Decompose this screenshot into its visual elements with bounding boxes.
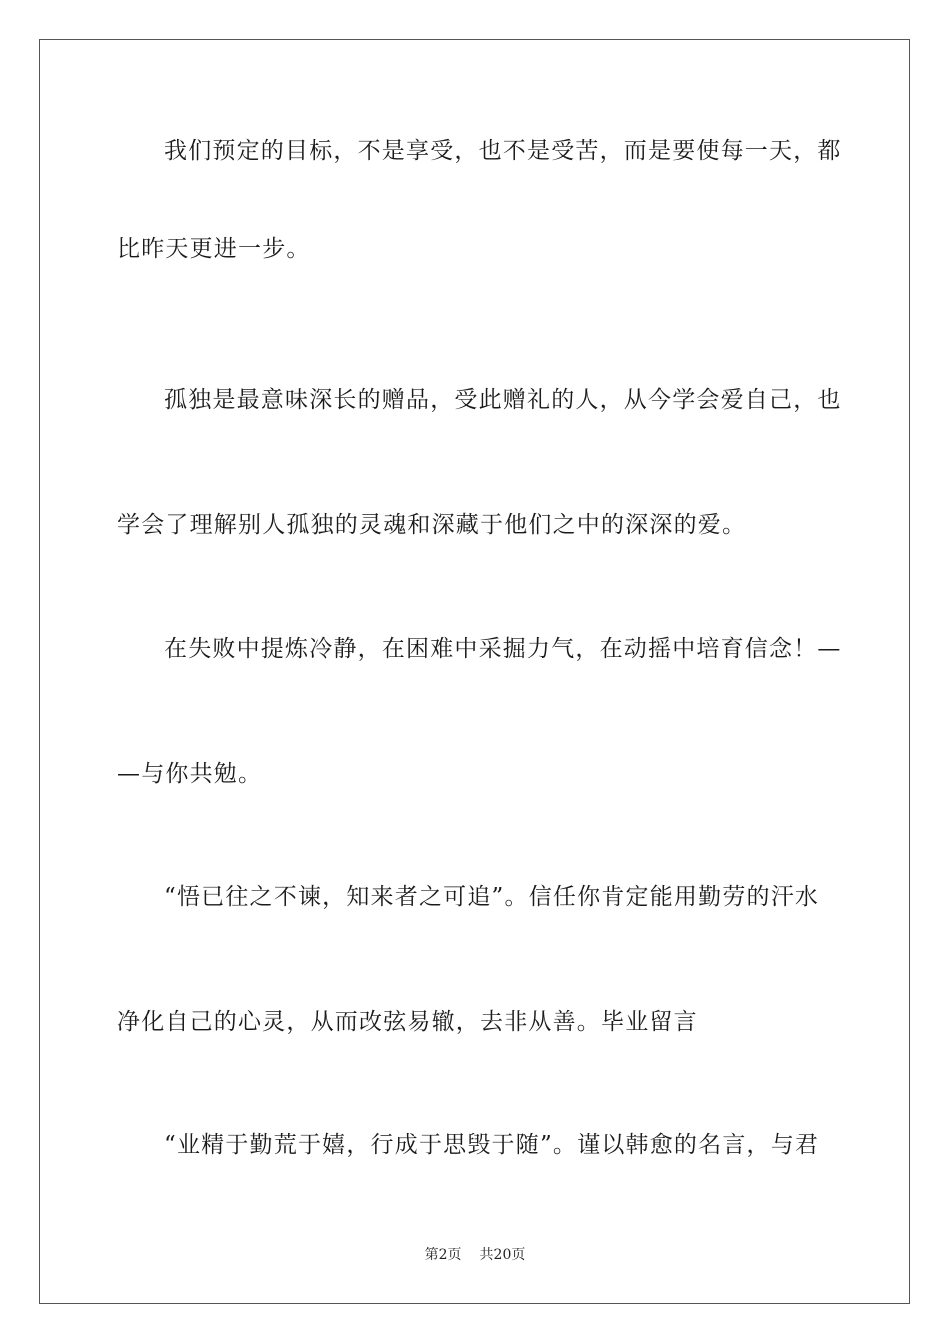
page-number: 第2页 [424, 1247, 462, 1263]
text-line: “悟已往之不谏，知来者之可追”。信任你肯定能用勤劳的汗水 [164, 884, 820, 910]
text-line: —与你共勉。 [117, 761, 263, 787]
text-line: 学会了理解别人孤独的灵魂和深藏于他们之中的深深的爱。 [117, 512, 747, 538]
text-line: 在失败中提炼冷静，在困难中采掘力气，在动摇中培育信念！— [164, 636, 842, 662]
text-line: 净化自己的心灵，从而改弦易辙，去非从善。毕业留言 [117, 1009, 698, 1035]
page-total: 共20页 [479, 1247, 526, 1263]
text-line: 比昨天更进一步。 [117, 236, 311, 262]
text-line: “业精于勤荒于嬉，行成于思毁于随”。谨以韩愈的名言，与君 [164, 1132, 820, 1158]
text-line: 我们预定的目标，不是享受，也不是受苦，而是要使每一天，都 [164, 138, 842, 164]
page-footer [0, 1246, 950, 1264]
text-line: 孤独是最意味深长的赠品，受此赠礼的人，从今学会爱自己，也 [164, 387, 842, 413]
page-frame [39, 39, 910, 1304]
